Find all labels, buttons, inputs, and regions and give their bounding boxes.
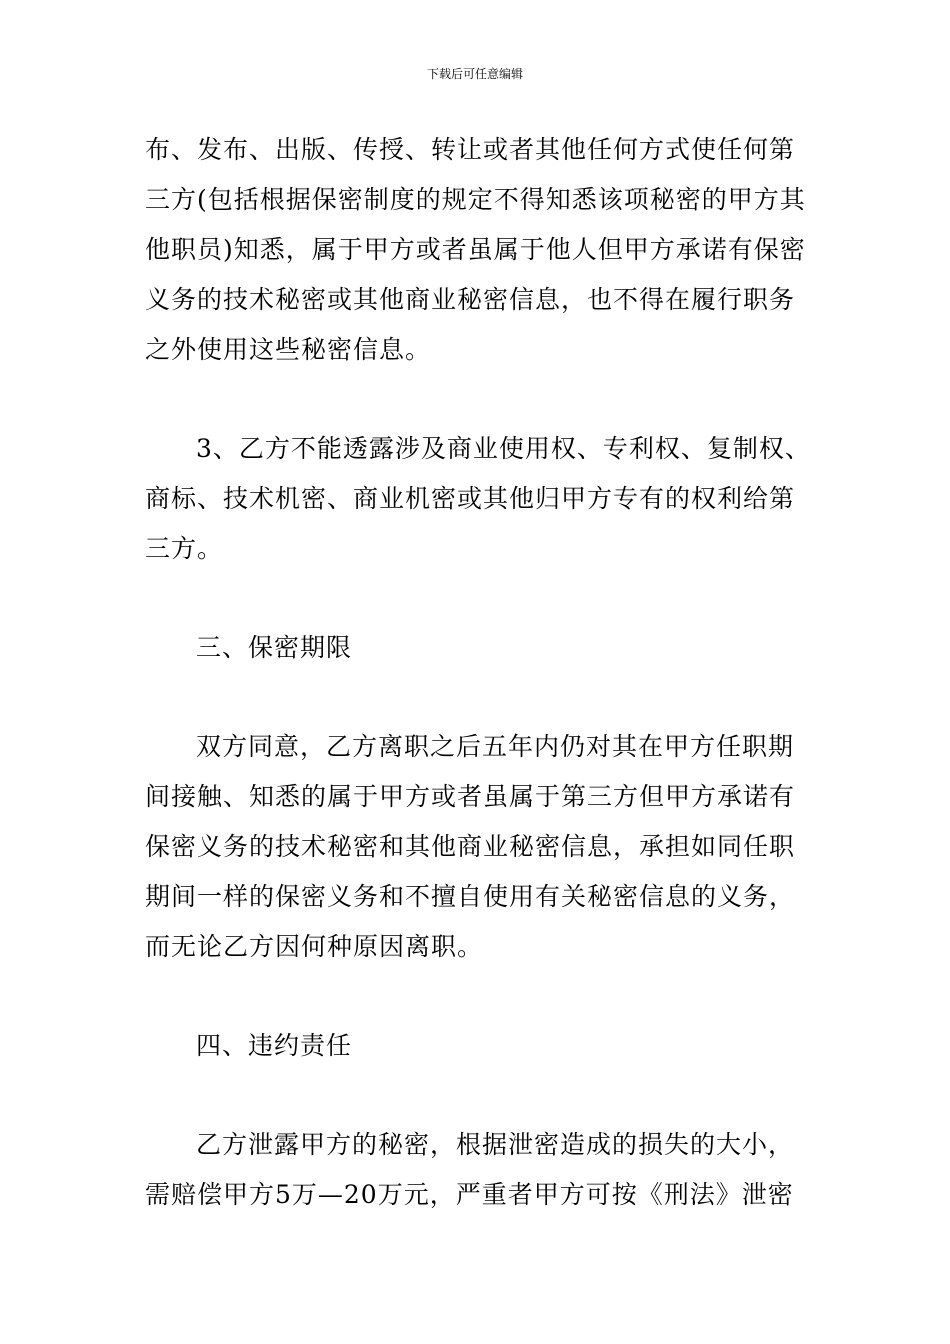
page-header: 下载后可任意编辑 bbox=[426, 67, 523, 81]
paragraph-line: 义务的技术秘密或其他商业秘密信息，也不得在履行职务 bbox=[145, 285, 796, 314]
paragraph-line: 期间一样的保密义务和不擅自使用有关秘密信息的义务， bbox=[145, 882, 796, 911]
paragraph-line: 3、乙方不能透露涉及商业使用权、专利权、复制权、 bbox=[196, 434, 811, 463]
paragraph-line: 三方(包括根据保密制度的规定不得知悉该项秘密的甲方其 bbox=[145, 185, 806, 214]
paragraph-line: 间接触、知悉的属于甲方或者虽属于第三方但甲方承诺有 bbox=[145, 782, 796, 811]
paragraph-line: 三方。 bbox=[145, 534, 224, 563]
paragraph-line: 双方同意，乙方离职之后五年内仍对其在甲方任职期 bbox=[196, 732, 795, 761]
paragraph-line: 乙方泄露甲方的秘密，根据泄密造成的损失的大小， bbox=[196, 1130, 795, 1159]
paragraph-line: 商标、技术机密、商业机密或其他归甲方专有的权利给第 bbox=[145, 484, 796, 513]
paragraph-line: 而无论乙方因何种原因离职。 bbox=[145, 932, 484, 961]
section-heading: 三、保密期限 bbox=[196, 633, 353, 662]
paragraph-line: 需赔偿甲方5万—20万元，严重者甲方可按《刑法》泄密 bbox=[145, 1180, 794, 1209]
paragraph-line: 之外使用这些秘密信息。 bbox=[145, 335, 432, 364]
paragraph-line: 布、发布、出版、传授、转让或者其他任何方式使任何第 bbox=[145, 135, 796, 164]
paragraph-line: 保密义务的技术秘密和其他商业秘密信息，承担如同任职 bbox=[145, 832, 796, 861]
paragraph-line: 他职员)知悉，属于甲方或者虽属于他人但甲方承诺有保密 bbox=[145, 235, 806, 264]
section-heading: 四、违约责任 bbox=[196, 1031, 353, 1060]
